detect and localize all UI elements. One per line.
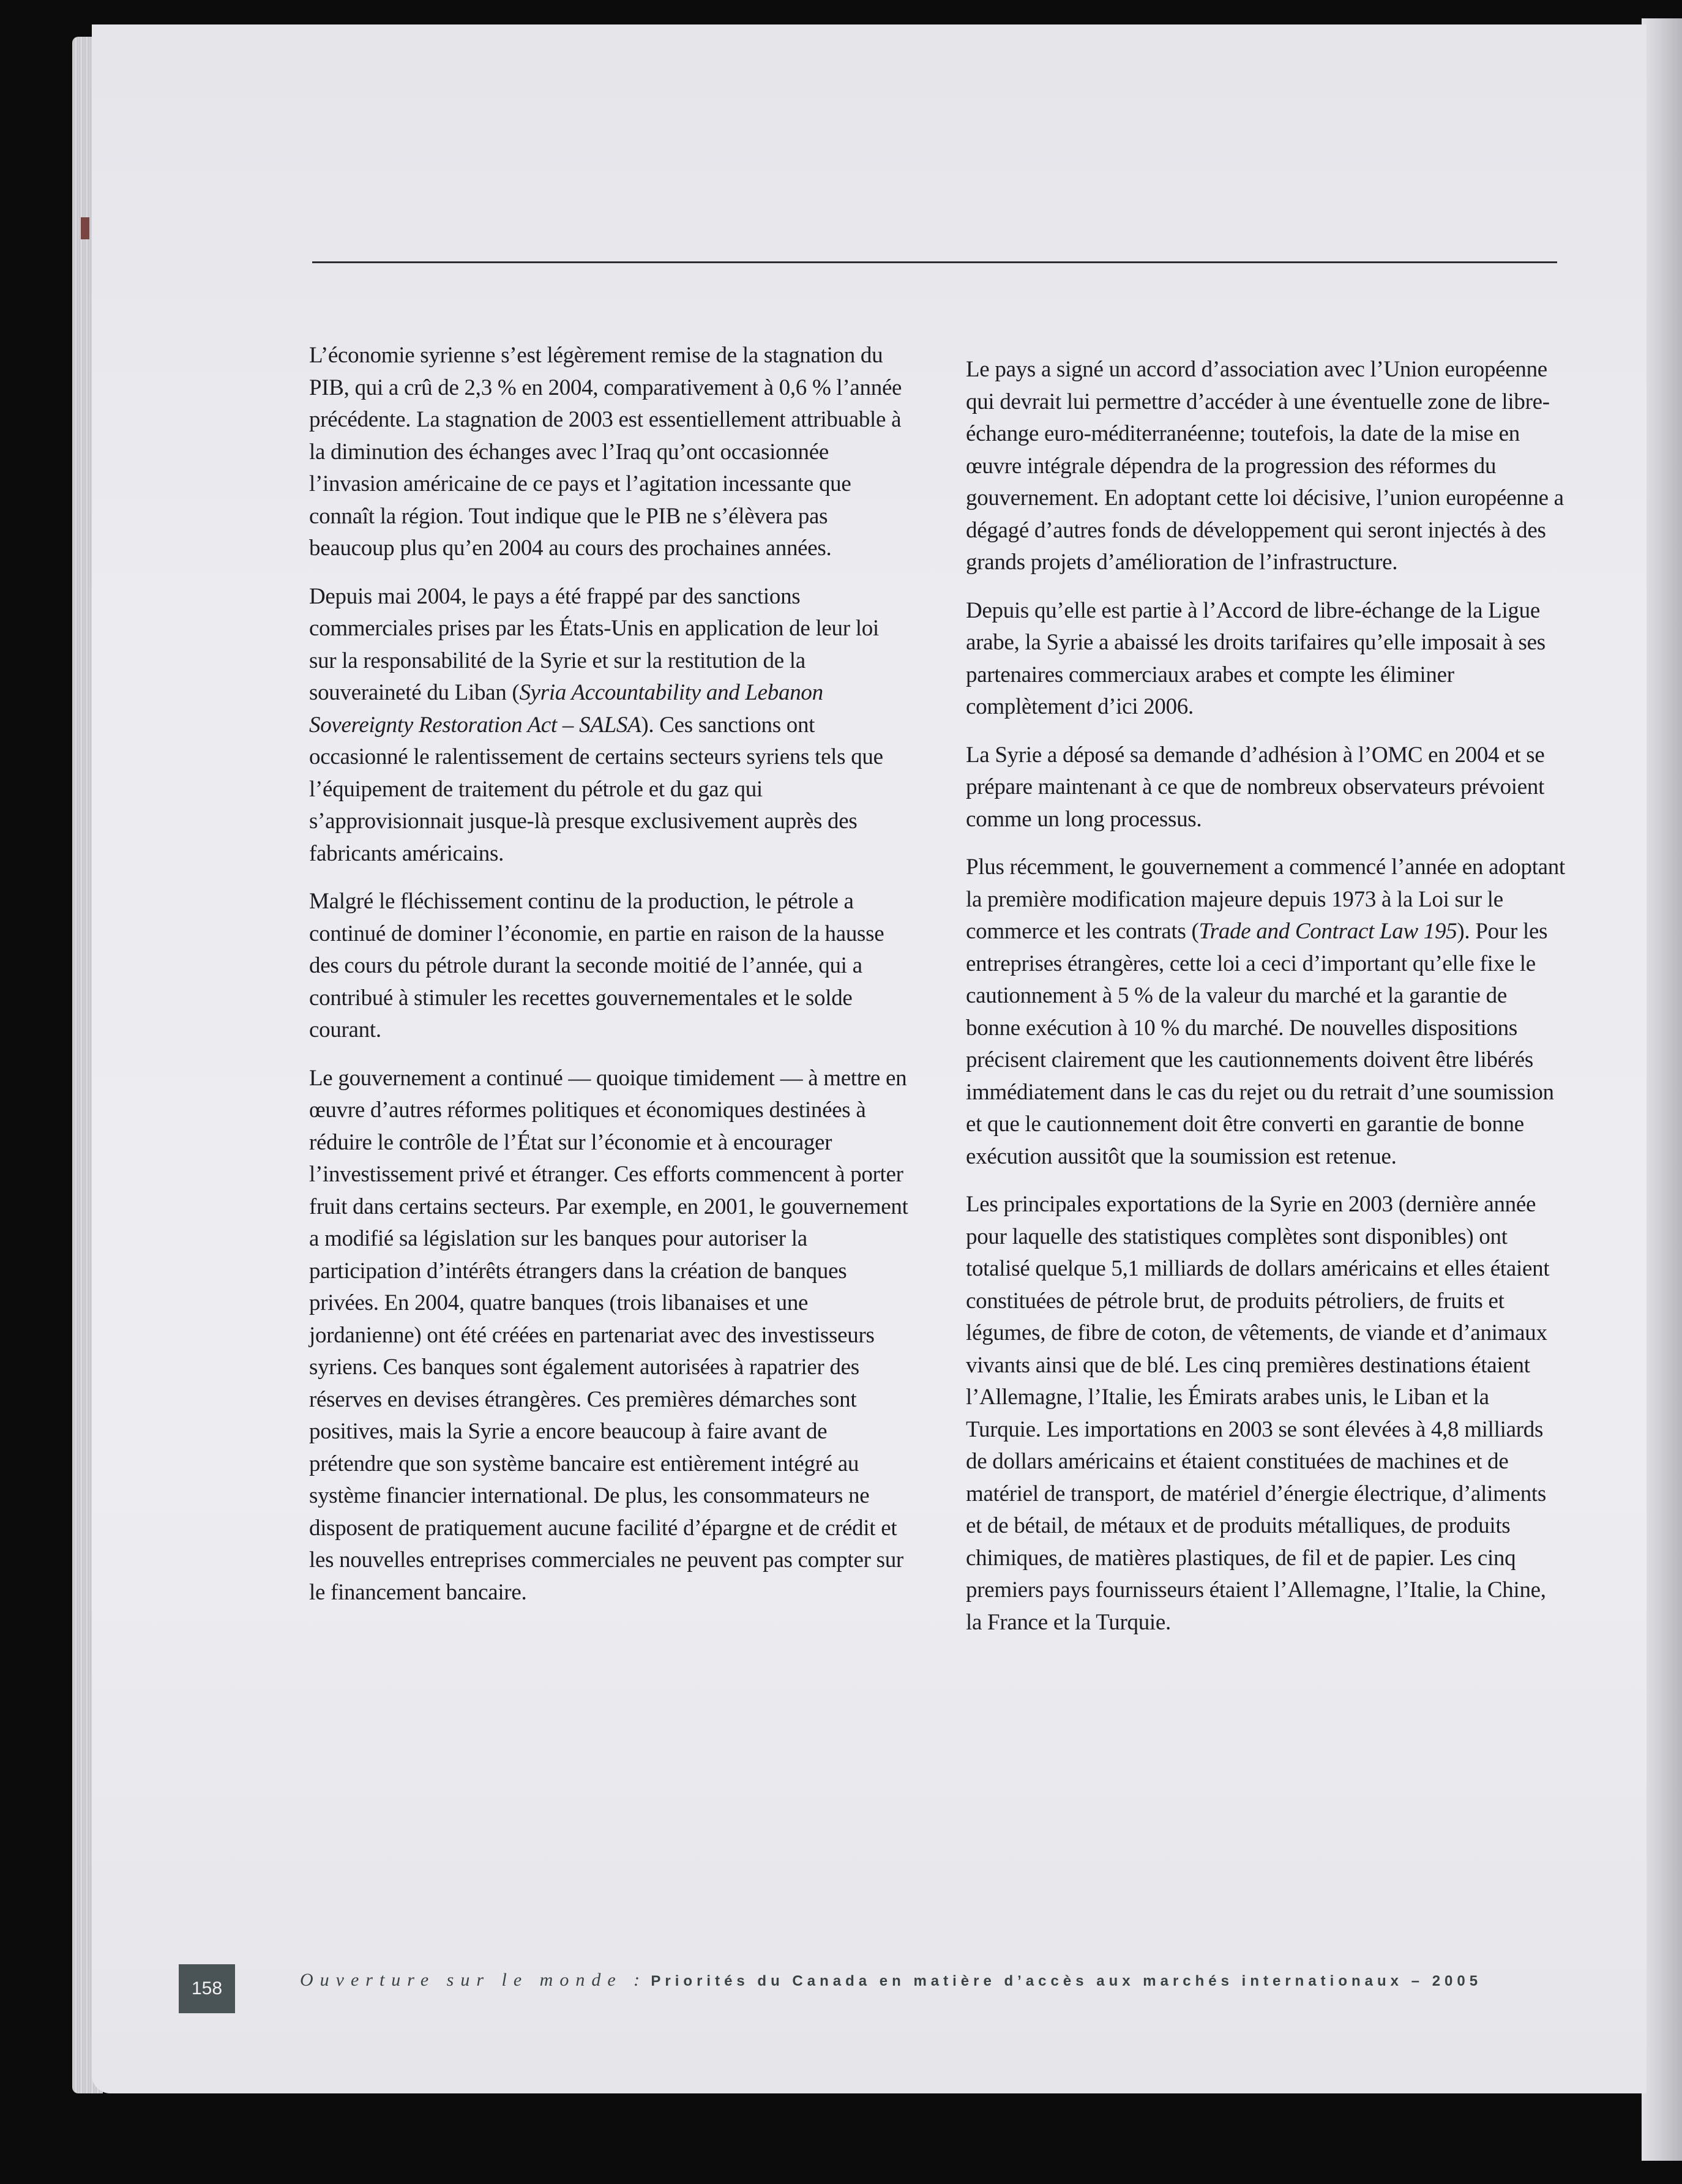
text-column-left <box>309 340 909 1625</box>
paragraph-text: ). Pour les entreprises étrangères, cette loi a ceci d’important qu’elle fixe le cautionnement à 5 % de la valeur du marché et la garantie de bonne exécution à 10 % du marché. De nouvelles dispositions précisent clairement que les cautionnements doivent être libérés immédiatement dans le cas du rejet ou du retrait d’une soumission et que le cautionnement doit être converti en garantie de bonne exécution aussitôt que la soumission est retenue. <box>966 919 1554 1169</box>
paragraph: Malgré le fléchissement continu de la production, le pétrole a continué de dominer l’économie, en partie en raison de la hausse des cours du pétrole durant la seconde moitié de l’année, qui a contribué à stimuler les recettes gouvernementales et le solde courant. <box>309 889 884 1042</box>
book-page-edges-right <box>1642 18 1682 2161</box>
law-title-italic: Syria Accountability and Lebanon Sovereignty Restoration Act – SALSA <box>309 680 823 738</box>
header-rule <box>312 261 1557 263</box>
paragraph-text: Depuis mai 2004, le pays a été frappé par des sanctions commerciales prises par les États-Unis en application de leur loi sur la responsabilité de la Syrie et sur la restitution de la souveraineté du Liban ( <box>309 583 879 705</box>
footer-title-rest: Priorités du Canada en matière d’accès aux marchés internationaux – 2005 <box>651 1973 1482 1989</box>
footer-title-italic: Ouverture sur le monde : <box>300 1970 647 1990</box>
paragraph <box>309 581 909 870</box>
paragraph: Les principales exportations de la Syrie en 2003 (dernière année pour laquelle des statistiques complètes sont disponibles) ont totalisé quelque 5,1 milliards de dollars américains et elles étaient constituées de pétrole brut, de produits pétroliers, de fruits et légumes, de fibre de coton, de vêtements, de viande et d’animaux vivants ainsi que de blé. Les cinq premières destinations étaient l’Allemagne, l’Italie, les Émirats arabes unis, le Liban et la Turquie. Les importations en 2003 se sont élevées à 4,8 milliards de dollars américains et étaient constituées de machines et de matériel de transport, de matériel d’énergie électrique, d’aliments et de bétail, de métaux et de produits métalliques, de produits chimiques, de matières plastiques, de fil et de papier. Les cinq premiers pays fournisseurs étaient l’Allemagne, l’Italie, la Chine, la France et la Turquie. <box>966 1192 1550 1635</box>
law-title-italic: Trade and Contract Law 195 <box>1198 919 1457 944</box>
paragraph-text: Plus récemment, le gouvernement a commencé l’année en adoptant la première modification majeure depuis 1973 à la Loi sur le commerce et les contrats ( <box>966 855 1565 944</box>
paragraph: L’économie syrienne s’est légèrement remise de la stagnation du PIB, qui a crû de 2,3 % en 2004, comparativement à 0,6 % l’année précédente. La stagnation de 2003 est essentiellement attribuable à la diminution des échanges avec l’Iraq qu’ont occasionnée l’invasion américaine de ce pays et l’agitation incessante que connaît la région. Tout indique que le PIB ne s’élèvera pas beaucoup plus qu’en 2004 au cours des prochaines années. <box>309 343 902 561</box>
paragraph: Le pays a signé un accord d’association avec l’Union européenne qui devrait lui permettre d’accéder à une éventuelle zone de libre-échange euro-méditerranéenne; toutefois, la date de la mise en œuvre intégrale dépendra de la progression des réformes du gouvernement. En adoptant cette loi décisive, l’union européenne a dégagé d’autres fonds de développement qui seront injectés à des grands projets d’amélioration de l’infrastructure. <box>966 357 1564 575</box>
text-column-right <box>966 354 1566 1655</box>
paragraph: La Syrie a déposé sa demande d’adhésion à l’OMC en 2004 et se prépare maintenant à ce que de nombreux observateurs prévoient comme un long processus. <box>966 742 1545 832</box>
page-number: 158 <box>179 1964 235 2013</box>
paragraph: Depuis qu’elle est partie à l’Accord de libre-échange de la Ligue arabe, la Syrie a abaissé les droits tarifaires qu’elle imposait à ses partenaires commerciaux arabes et compte les éliminer complètement d’ici 2006. <box>966 597 1546 719</box>
paragraph: Le gouvernement a continué — quoique timidement — à mettre en œuvre d’autres réformes politiques et économiques destinées à réduire le contrôle de l’État sur l’économie et à encourager l’investissement privé et étranger. Ces efforts commencent à porter fruit dans certains secteurs. Par exemple, en 2001, le gouvernement a modifié sa législation sur les banques pour autoriser la participation d’intérêts étrangers dans la création de banques privées. En 2004, quatre banques (trois libanaises et une jordanienne) ont été créées en partenariat avec des investisseurs syriens. Ces banques sont également autorisées à rapatrier des réserves en devises étrangères. Ces premières démarches sont positives, mais la Syrie a encore beaucoup à faire avant de prétendre que son système bancaire est entièrement intégré au système financier international. De plus, les consommateurs ne disposent de pratiquement aucune facilité d’épargne et de crédit et les nouvelles entreprises commerciales ne peuvent pas compter sur le financement bancaire. <box>309 1065 908 1605</box>
running-footer <box>300 1970 1482 1991</box>
paragraph-text: ). Ces sanctions ont occasionné le ralentissement de certains secteurs syriens tels que l’équipement de traitement du pétrole et du gaz qui s’approvisionnait jusque-là presque exclusivement auprès des fabricants américains. <box>309 712 883 866</box>
bookmark-tab <box>81 217 89 239</box>
paragraph <box>966 851 1566 1173</box>
